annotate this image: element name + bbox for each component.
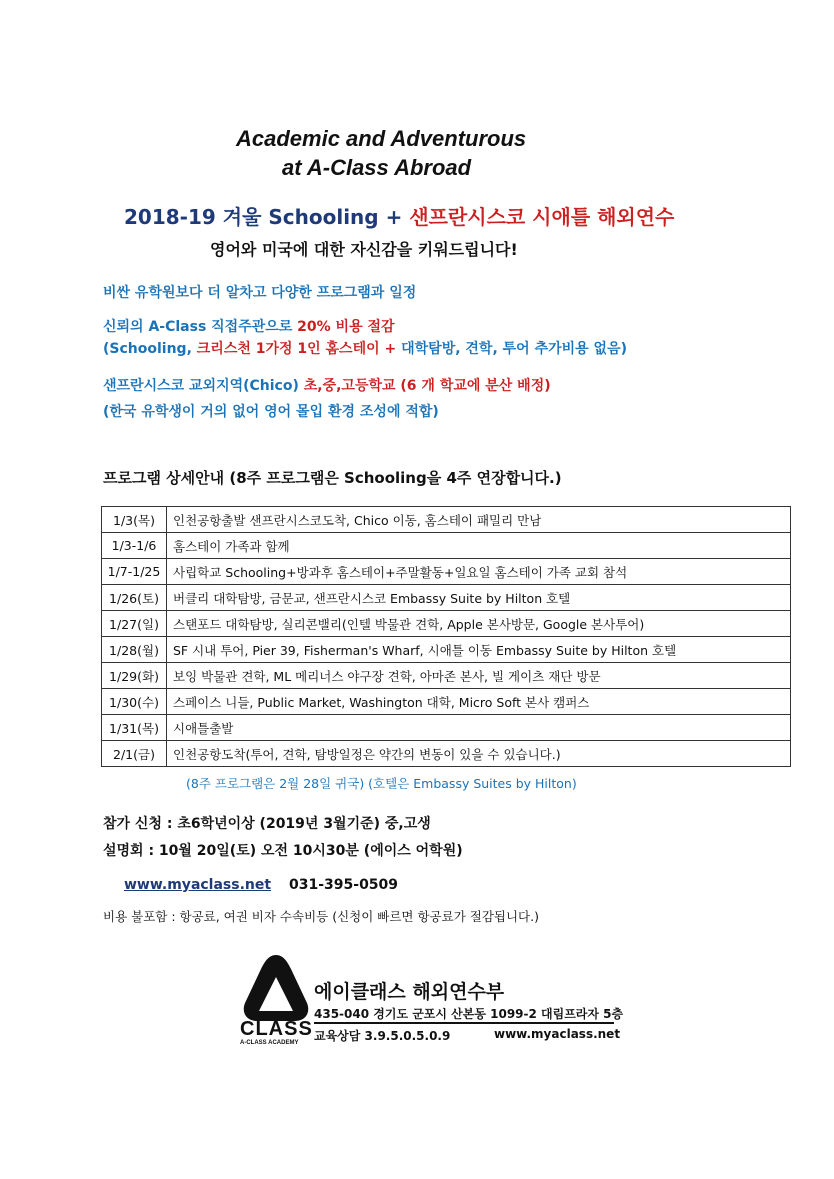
table-row xyxy=(102,559,791,585)
point-cost xyxy=(103,316,395,336)
table-row xyxy=(102,663,791,689)
table-row xyxy=(102,533,791,559)
table-row xyxy=(102,611,791,637)
program-heading: 프로그램 상세안내 (8주 프로그램은 Schooling을 4주 연장합니다.) xyxy=(103,469,562,487)
phone-number: 031-395-0509 xyxy=(289,877,399,893)
schedule-date: 1/31(목) xyxy=(102,715,167,741)
schedule-desc: 스페이스 니들, Public Market, Washington 대학, Micro Soft 본사 캠퍼스 xyxy=(167,689,791,715)
table-row xyxy=(102,715,791,741)
schedule-date: 1/7-1/25 xyxy=(102,559,167,585)
session-info: 설명회 : 10월 20일(토) 오전 10시30분 (에이스 어학원) xyxy=(103,843,463,859)
schedule-desc: 인천공항출발 샌프란시스코도착, Chico 이동, 홈스테이 패밀리 만남 xyxy=(167,507,791,533)
schedule-date: 1/26(토) xyxy=(102,585,167,611)
schedule-desc: 보잉 박물관 견학, ML 메리너스 야구장 견학, 아마존 본사, 빌 게이츠 재단 방문 xyxy=(167,663,791,689)
schedule-table xyxy=(101,506,791,767)
schedule-date: 1/28(월) xyxy=(102,637,167,663)
schedule-desc: 시애틀출발 xyxy=(167,715,791,741)
title-season: 2018-19 겨울 Schooling + xyxy=(124,205,410,229)
schedule-date: 1/3-1/6 xyxy=(102,533,167,559)
headline-line-2: at A-Class Abroad xyxy=(282,155,472,180)
point-cost-text: 신뢰의 A-Class 직접주관으로 xyxy=(103,319,298,335)
website-link[interactable]: www.myaclass.net xyxy=(124,877,272,893)
point-region-schools: 초,중,고등학교 (6 개 학교에 분산 배정) xyxy=(303,378,551,394)
table-row xyxy=(102,637,791,663)
schedule-date: 1/29(화) xyxy=(102,663,167,689)
schedule-desc: SF 시내 투어, Pier 39, Fisherman's Wharf, 시애틀 이동 Embassy Suite by Hilton 호텔 xyxy=(167,637,791,663)
footer-website: www.myaclass.net xyxy=(494,1027,621,1041)
page-title xyxy=(124,201,674,230)
point-inclusions-open: (Schooling, xyxy=(103,341,197,357)
schedule-date: 1/3(목) xyxy=(102,507,167,533)
headline-line-1: Academic and Adventurous xyxy=(236,126,527,151)
point-region-text: 샌프란시스코 교외지역(Chico) xyxy=(103,378,304,394)
schedule-desc: 버클리 대학탐방, 금문교, 샌프란시스코 Embassy Suite by Hilton 호텔 xyxy=(167,585,791,611)
schedule-date: 2/1(금) xyxy=(102,741,167,767)
schedule-date: 1/30(수) xyxy=(102,689,167,715)
schedule-desc: 스탠포드 대학탐방, 실리콘밸리(인텔 박물관 견학, Apple 본사방문, Google 본사투어) xyxy=(167,611,791,637)
point-cost-highlight: 20% 비용 절감 xyxy=(297,319,395,335)
table-row xyxy=(102,507,791,533)
logo-subtext: A-CLASS ACADEMY xyxy=(240,1040,299,1046)
aclass-a-icon xyxy=(241,953,311,1025)
point-inclusions xyxy=(103,338,627,358)
aclass-logo xyxy=(241,953,311,1025)
table-row xyxy=(102,741,791,767)
schedule-desc: 사립학교 Schooling+방과후 홈스테이+주말활동+일요일 홈스테이 가족 교회 참석 xyxy=(167,559,791,585)
footer-divider xyxy=(314,1022,614,1024)
schedule-note: (8주 프로그램은 2월 28일 귀국) (호텔은 Embassy Suites by Hilton) xyxy=(186,776,577,791)
cost-exclusions: 비용 불포함 : 항공료, 여권 비자 수속비등 (신청이 빠르면 항공료가 절감됩니다.) xyxy=(103,909,539,924)
schedule-desc: 인천공항도착(투어, 견학, 탐방일정은 약간의 변동이 있을 수 있습니다.) xyxy=(167,741,791,767)
point-region xyxy=(103,375,551,395)
title-destination: 샌프란시스코 시애틀 해외연수 xyxy=(409,205,675,229)
apply-info: 참가 신청 : 초6학년이상 (2019년 3월기준) 중,고생 xyxy=(103,816,431,832)
department-name: 에이클래스 해외연수부 xyxy=(314,981,505,1003)
point-inclusions-rest: 대학탐방, 견학, 투어 추가비용 없음) xyxy=(401,341,627,357)
schedule-desc: 홈스테이 가족과 함께 xyxy=(167,533,791,559)
schedule-date: 1/27(일) xyxy=(102,611,167,637)
table-row xyxy=(102,689,791,715)
table-row xyxy=(102,585,791,611)
logo-wordmark: CLASS xyxy=(240,1018,313,1040)
point-environment: (한국 유학생이 거의 없어 영어 몰입 환경 조성에 적합) xyxy=(103,404,439,420)
page-subtitle: 영어와 미국에 대한 자신감을 키워드립니다! xyxy=(210,240,518,259)
consult-number: 교육상담 3.9.5.0.5.0.9 xyxy=(314,1029,451,1043)
point-value: 비싼 유학원보다 더 알차고 다양한 프로그램과 일정 xyxy=(103,285,417,301)
point-inclusions-homestay: 크리스천 1가정 1인 홈스테이 + xyxy=(196,341,402,357)
office-address: 435-040 경기도 군포시 산본동 1099-2 대림프라자 5층 xyxy=(314,1007,624,1021)
